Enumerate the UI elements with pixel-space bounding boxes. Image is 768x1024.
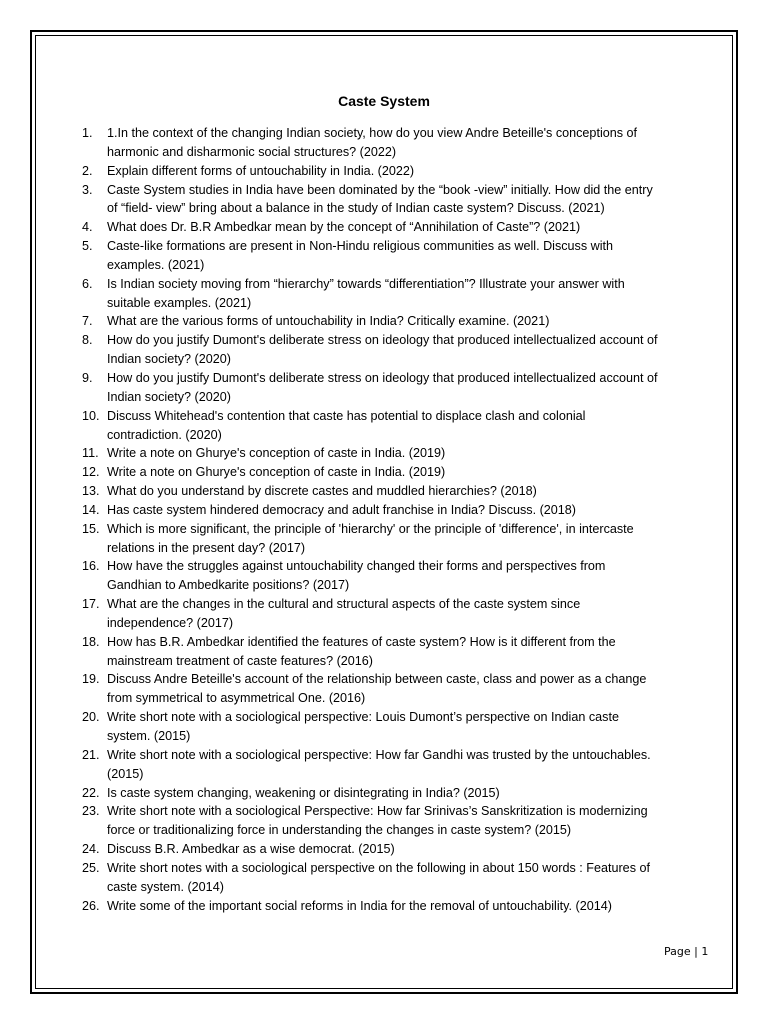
question-number: 2. bbox=[82, 163, 93, 178]
question-text-line: Write short note with a sociological Perspective: How far Srinivas’s Sanskritization is modernizing bbox=[107, 804, 648, 819]
question-item bbox=[0, 520, 713, 558]
question-item bbox=[0, 802, 713, 840]
page-number: Page | 1 bbox=[664, 945, 709, 958]
question-number: 8. bbox=[82, 333, 93, 348]
question-text-line: What are the various forms of untouchability in India? Critically examine. (2021) bbox=[107, 314, 550, 329]
question-number: 20. bbox=[82, 710, 100, 725]
question-number: 7. bbox=[82, 314, 93, 329]
question-item bbox=[0, 124, 713, 162]
question-number: 17. bbox=[82, 597, 100, 612]
question-item bbox=[0, 897, 713, 916]
question-text-line: Has caste system hindered democracy and adult franchise in India? Discuss. (2018) bbox=[107, 502, 577, 517]
question-text-line: suitable examples. (2021) bbox=[107, 295, 252, 310]
question-text-line: Write short note with a sociological perspective: Louis Dumont’s perspective on Indian caste bbox=[107, 710, 619, 725]
question-text-line: (2015) bbox=[107, 766, 144, 781]
question-number: 3. bbox=[82, 182, 93, 197]
question-item bbox=[0, 557, 713, 595]
question-text-line: What do you understand by discrete castes and muddled hierarchies? (2018) bbox=[107, 484, 537, 499]
question-text-line: What does Dr. B.R Ambedkar mean by the concept of “Annihilation of Caste”? (2021) bbox=[107, 220, 581, 235]
question-text-line: What are the changes in the cultural and structural aspects of the caste system since bbox=[107, 597, 581, 612]
question-number: 15. bbox=[82, 521, 100, 536]
question-number: 18. bbox=[82, 634, 100, 649]
question-item bbox=[0, 312, 713, 331]
question-item bbox=[0, 218, 713, 237]
question-text-line: system. (2015) bbox=[107, 729, 191, 743]
question-item bbox=[0, 181, 713, 219]
question-number: 13. bbox=[82, 484, 100, 499]
question-text-line: Is caste system changing, weakening or disintegrating in India? (2015) bbox=[107, 785, 500, 800]
question-text-line: How do you justify Dumont's deliberate stress on ideology that produced intellectualized account of bbox=[107, 370, 658, 385]
question-number: 23. bbox=[82, 804, 100, 819]
question-number: 24. bbox=[82, 842, 100, 857]
question-text-line: Discuss Whitehead's contention that caste has potential to displace clash and colonial bbox=[107, 408, 586, 423]
question-text-line: Explain different forms of untouchability in India. (2022) bbox=[107, 163, 415, 178]
question-list bbox=[0, 124, 713, 915]
question-number: 1. bbox=[82, 126, 93, 140]
question-item bbox=[0, 633, 713, 671]
question-text-line: How has B.R. Ambedkar identified the features of caste system? How is it different from the bbox=[107, 634, 616, 649]
question-item bbox=[0, 331, 713, 369]
question-text-line: from symmetrical to asymmetrical One. (2016) bbox=[107, 691, 366, 706]
question-number: 12. bbox=[82, 465, 100, 480]
question-text-line: force or traditionalizing force in understanding the changes in caste system? (2015) bbox=[107, 823, 572, 838]
question-text-line: of “field- view” bring about a balance in the study of Indian caste system? Discuss. (2021) bbox=[107, 201, 605, 216]
question-number: 26. bbox=[82, 898, 100, 913]
question-item bbox=[0, 237, 713, 275]
question-item bbox=[0, 482, 713, 501]
document-title: Caste System bbox=[338, 93, 430, 109]
question-item bbox=[0, 670, 713, 708]
question-item bbox=[0, 708, 713, 746]
question-number: 16. bbox=[82, 559, 100, 574]
question-item bbox=[0, 840, 713, 859]
question-text-line: Indian society? (2020) bbox=[107, 352, 231, 367]
question-number: 6. bbox=[82, 276, 93, 291]
question-number: 21. bbox=[82, 747, 100, 762]
question-item bbox=[0, 859, 713, 897]
question-item bbox=[0, 595, 713, 633]
question-number: 25. bbox=[82, 860, 100, 875]
question-text-line: Indian society? (2020) bbox=[107, 389, 231, 404]
question-text-line: Caste-like formations are present in Non-Hindu religious communities as well. Discuss with bbox=[107, 239, 614, 254]
question-item bbox=[0, 407, 713, 445]
question-item bbox=[0, 369, 713, 407]
question-number: 4. bbox=[82, 220, 93, 235]
question-number: 5. bbox=[82, 239, 93, 254]
question-text-line: Gandhian to Ambedkarite positions? (2017) bbox=[107, 578, 350, 593]
question-text-line: Write a note on Ghurye's conception of caste in India. (2019) bbox=[107, 465, 446, 480]
question-text-line: How have the struggles against untouchability changed their forms and perspectives from bbox=[107, 559, 606, 574]
question-text-line: mainstream treatment of caste features? (2016) bbox=[107, 653, 373, 668]
question-text-line: Is Indian society moving from “hierarchy” towards “differentiation”? Illustrate your answer with bbox=[107, 276, 625, 291]
question-item bbox=[0, 784, 713, 803]
question-text-line: caste system. (2014) bbox=[107, 879, 224, 894]
question-text-line: Discuss B.R. Ambedkar as a wise democrat. (2015) bbox=[107, 842, 395, 857]
question-text-line: harmonic and disharmonic social structures? (2022) bbox=[107, 144, 397, 159]
question-text-line: Write some of the important social reforms in India for the removal of untouchability. (2014) bbox=[107, 898, 612, 913]
question-text-line: Write short note with a sociological perspective: How far Gandhi was trusted by the untouchables. bbox=[107, 747, 651, 762]
question-item bbox=[0, 162, 713, 181]
question-text-line: Write a note on Ghurye's conception of caste in India. (2019) bbox=[107, 446, 446, 461]
question-item bbox=[0, 463, 713, 482]
question-number: 11. bbox=[82, 446, 99, 461]
question-number: 10. bbox=[82, 408, 100, 423]
question-text-line: examples. (2021) bbox=[107, 257, 205, 272]
question-text-line: Discuss Andre Beteille's account of the relationship between caste, class and power as a change bbox=[107, 672, 647, 687]
question-number: 14. bbox=[82, 502, 100, 517]
question-text-line: How do you justify Dumont's deliberate stress on ideology that produced intellectualized account of bbox=[107, 333, 658, 348]
question-text-line: Caste System studies in India have been dominated by the “book -view” initially. How did the entry bbox=[107, 182, 653, 197]
question-item bbox=[0, 746, 713, 784]
question-text-line: relations in the present day? (2017) bbox=[107, 540, 306, 555]
question-text-line: Write short notes with a sociological perspective on the following in about 150 words : Features of bbox=[107, 860, 650, 875]
question-number: 19. bbox=[82, 672, 100, 687]
question-number: 9. bbox=[82, 370, 93, 385]
question-text-line: contradiction. (2020) bbox=[107, 427, 222, 442]
question-text-line: independence? (2017) bbox=[107, 615, 234, 630]
question-text-line: 1.In the context of the changing Indian society, how do you view Andre Beteille's conceptions of bbox=[107, 126, 638, 140]
question-item bbox=[0, 275, 713, 313]
question-item bbox=[0, 444, 713, 463]
question-item bbox=[0, 501, 713, 520]
question-text-line: Which is more significant, the principle of 'hierarchy' or the principle of 'difference', in intercaste bbox=[107, 521, 634, 536]
question-number: 22. bbox=[82, 785, 100, 800]
